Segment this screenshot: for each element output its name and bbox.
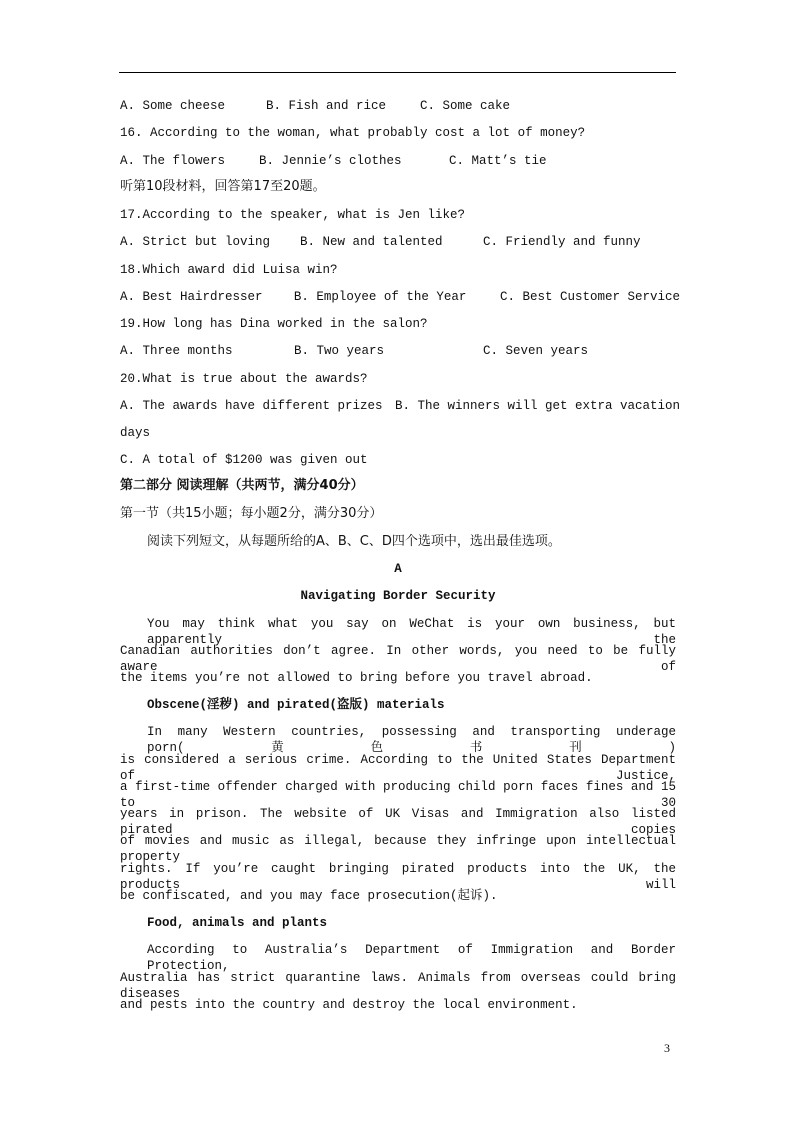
q16-option-c[interactable]: C. Matt’s tie [449, 154, 547, 168]
q20-options-ab [120, 398, 680, 414]
section10-heading: 听第10段材料，回答第17至20题。 [120, 179, 326, 194]
para2-line5: of movies and music as illegal, because they infringe upon intellectual property [120, 834, 676, 864]
q19-option-b[interactable]: B. Two years [294, 344, 385, 358]
subheading-food-animals-plants: Food, animals and plants [147, 916, 328, 930]
passage-title: Navigating Border Security [300, 589, 496, 603]
q19-option-a[interactable]: A. Three months [120, 344, 233, 358]
para2-line1: In many Western countries, possessing and transporting underage porn(黄色书刊) [147, 725, 676, 755]
instruction-text: 阅读下列短文，从每题所给的A、B、C、D四个选项中，选出最佳选项。 [147, 534, 561, 549]
para1-line2: Canadian authorities don’t agree. In other words, you need to be fully aware of [120, 644, 676, 674]
para2-line2: is considered a serious crime. According to the United States Department of Justice, [120, 753, 676, 783]
para2-line4: years in prison. The website of UK Visas and Immigration also listed pirated copies [120, 807, 676, 837]
header-rule [119, 72, 676, 73]
q17-stem: 17.According to the speaker, what is Jen like? [120, 208, 466, 222]
q20-stem: 20.What is true about the awards? [120, 372, 368, 386]
page-number: 3 [664, 1041, 670, 1055]
para3-line3: and pests into the country and destroy the local environment. [120, 998, 578, 1012]
part2-heading: 第二部分 阅读理解（共两节，满分40分） [120, 478, 364, 493]
q16-options [120, 153, 680, 169]
q20-option-a[interactable]: A. The awards have different prizes [120, 399, 383, 413]
q16-option-a[interactable]: A. The flowers [120, 154, 226, 168]
q15-options [120, 98, 680, 114]
para2-line3: a first-time offender charged with producing child porn faces fines and 15 to 30 [120, 780, 676, 810]
q19-options [120, 343, 680, 359]
para1-line3: the items you’re not allowed to bring before you travel abroad. [120, 671, 593, 685]
q18-option-c[interactable]: C. Best Customer Service [499, 290, 680, 304]
q19-stem: 19.How long has Dina worked in the salon? [120, 317, 428, 331]
para1-line1: You may think what you say on WeChat is your own business, but apparently the [147, 617, 676, 647]
q15-option-b[interactable]: B. Fish and rice [266, 99, 387, 113]
para3-line1: According to Australia’s Department of Immigration and Border Protection, [147, 943, 676, 973]
q16-stem: 16. According to the woman, what probably cost a lot of money? [120, 126, 586, 140]
para2-line6: rights. If you’re caught bringing pirated products into the UK, the products will [120, 862, 676, 892]
para2-line7: be confiscated, and you may face prosecution(起诉). [120, 889, 498, 903]
q18-option-b[interactable]: B. Employee of the Year [293, 290, 467, 304]
q18-option-a[interactable]: A. Best Hairdresser [120, 290, 263, 304]
q20-option-c[interactable]: C. A total of $1200 was given out [120, 453, 368, 467]
q20-option-b[interactable]: B. The winners will get extra vacation [394, 399, 680, 413]
q20-option-b-continued: days [120, 426, 151, 440]
q15-option-c[interactable]: C. Some cake [420, 99, 511, 113]
q17-option-a[interactable]: A. Strict but loving [120, 235, 271, 249]
q17-option-b[interactable]: B. New and talented [300, 235, 443, 249]
section1-heading: 第一节（共15小题；每小题2分，满分30分） [120, 506, 383, 521]
q15-option-a[interactable]: A. Some cheese [120, 99, 226, 113]
q18-stem: 18.Which award did Luisa win? [120, 263, 338, 277]
q17-option-c[interactable]: C. Friendly and funny [483, 235, 641, 249]
q17-options [120, 234, 680, 250]
subheading-obscene-materials: Obscene(淫秽) and pirated(盗版) materials [147, 698, 445, 712]
q19-option-c[interactable]: C. Seven years [483, 344, 589, 358]
q16-option-b[interactable]: B. Jennie’s clothes [259, 154, 402, 168]
para3-line2: Australia has strict quarantine laws. Animals from overseas could bring diseases [120, 971, 676, 1001]
passage-letter: A [394, 562, 402, 576]
q18-options [120, 289, 680, 305]
